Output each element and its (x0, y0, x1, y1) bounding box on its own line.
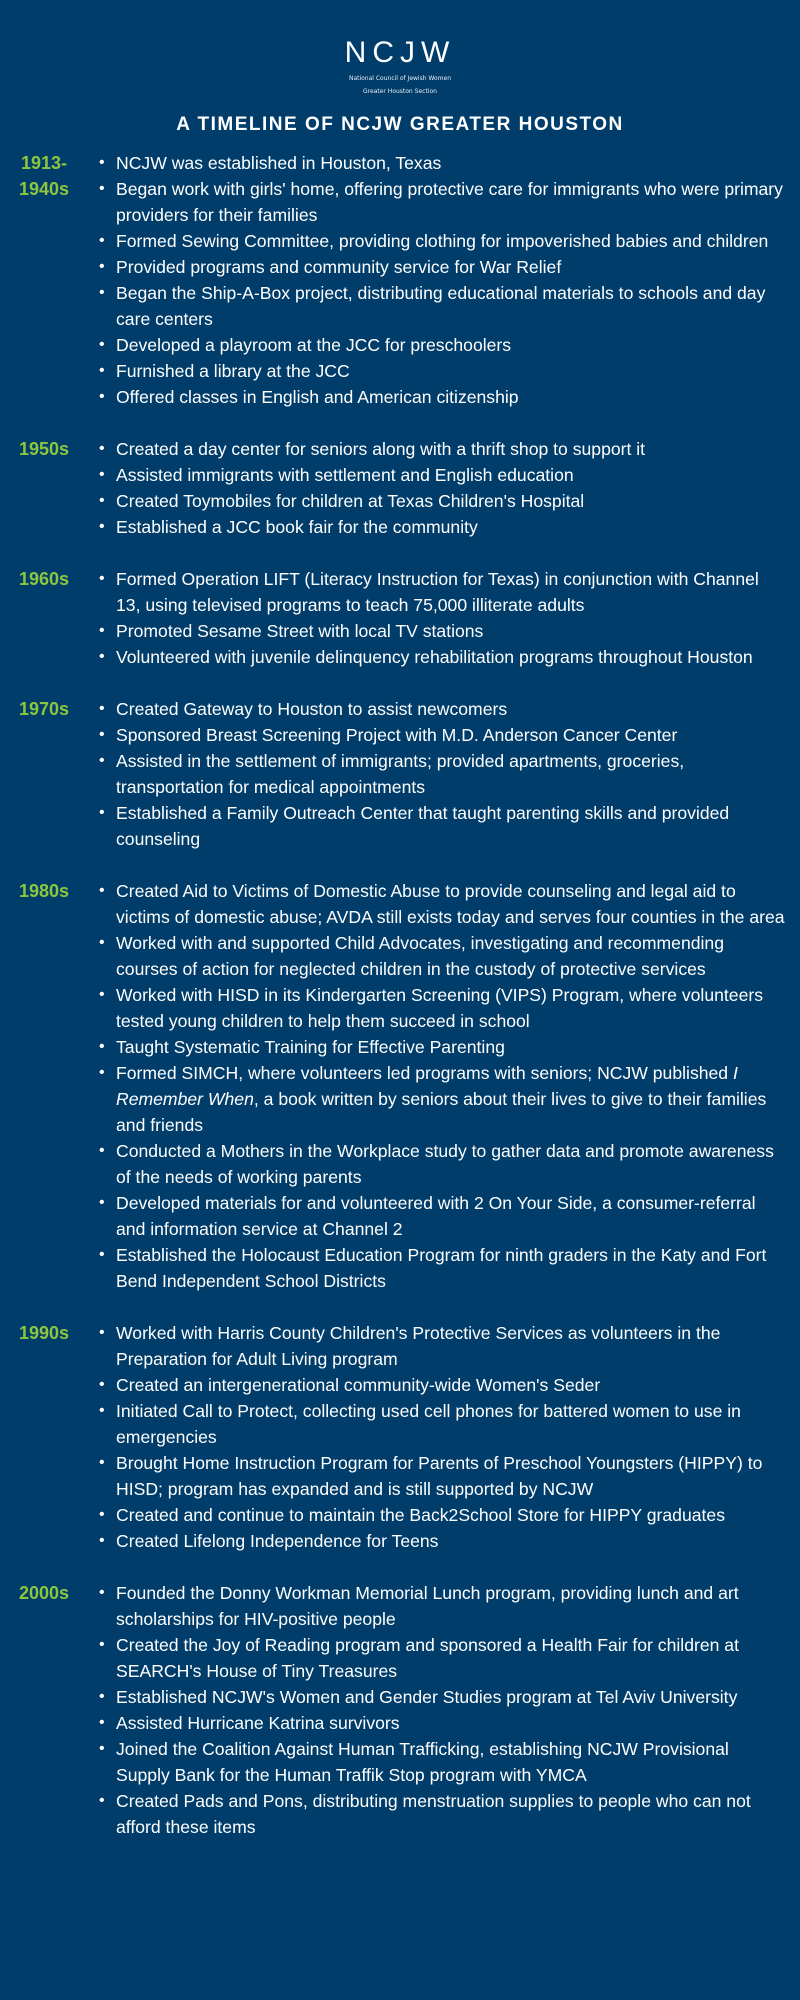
era-label-line: 1970s (18, 699, 70, 719)
timeline-item: • Created Pads and Pons, distributing menstruation supplies to people who can not afford these items (88, 1788, 786, 1840)
page-title: A TIMELINE OF NCJW GREATER HOUSTON (176, 114, 624, 135)
timeline-item: • Assisted in the settlement of immigrants; provided apartments, groceries, transportation for medical appointments (88, 748, 786, 800)
timeline-item: • Founded the Donny Workman Memorial Lunch program, providing lunch and art scholarships for HIV-positive people (88, 1580, 786, 1632)
timeline-era (0, 566, 800, 670)
ncjw-logo (0, 36, 800, 96)
era-label-line: 1980s (18, 881, 70, 901)
era-label-line: 1950s (18, 439, 70, 459)
timeline-item: • Established a JCC book fair for the community (88, 514, 786, 540)
era-label-line: 2000s (18, 1583, 70, 1603)
era-label (0, 878, 88, 904)
timeline-era (0, 150, 800, 410)
timeline-item: • Taught Systematic Training for Effective Parenting (88, 1034, 786, 1060)
timeline-item: • Worked with and supported Child Advocates, investigating and recommending courses of action for neglected children in the custody of protective services (88, 930, 786, 982)
item-text: Formed SIMCH, where volunteers led programs with seniors; NCJW published (116, 1063, 733, 1083)
timeline-era (0, 436, 800, 540)
timeline-item: • Worked with HISD in its Kindergarten Screening (VIPS) Program, where volunteers tested young children to help them succeed in school (88, 982, 786, 1034)
era-items (88, 436, 800, 540)
era-items (88, 878, 800, 1294)
era-label (0, 436, 88, 462)
timeline-item: • Formed Operation LIFT (Literacy Instruction for Texas) in conjunction with Channel 13, using televised programs to teach 75,000 illiterate adults (88, 566, 786, 618)
timeline-item: • Offered classes in English and American citizenship (88, 384, 786, 410)
timeline-item: • Created a day center for seniors along with a thrift shop to support it (88, 436, 786, 462)
era-label (0, 566, 88, 592)
timeline-item: • Established a Family Outreach Center that taught parenting skills and provided counseling (88, 800, 786, 852)
era-items (88, 150, 800, 410)
timeline-item: • Formed Sewing Committee, providing clothing for impoverished babies and children (88, 228, 786, 254)
era-label-line: 1913- (20, 153, 68, 173)
logo-subtitle-line-2: Greater Houston Section (363, 88, 437, 95)
era-label-line: 1940s (18, 179, 70, 199)
timeline-item: • Worked with Harris County Children's Protective Services as volunteers in the Preparation for Adult Living program (88, 1320, 786, 1372)
timeline-item: • NCJW was established in Houston, Texas (88, 150, 786, 176)
era-items (88, 696, 800, 852)
timeline-item: • Created Lifelong Independence for Teens (88, 1528, 786, 1554)
timeline (0, 150, 800, 1866)
timeline-item: • Established the Holocaust Education Program for ninth graders in the Katy and Fort Bend Independent School Districts (88, 1242, 786, 1294)
era-items (88, 1320, 800, 1554)
timeline-item: • Provided programs and community service for War Relief (88, 254, 786, 280)
timeline-item: • Initiated Call to Protect, collecting used cell phones for battered women to use in emergencies (88, 1398, 786, 1450)
timeline-item: • Created Toymobiles for children at Texas Children's Hospital (88, 488, 786, 514)
timeline-item: • Volunteered with juvenile delinquency rehabilitation programs throughout Houston (88, 644, 786, 670)
timeline-era (0, 878, 800, 1294)
timeline-item: • Began work with girls' home, offering protective care for immigrants who were primary providers for their families (88, 176, 786, 228)
timeline-item: • Created Gateway to Houston to assist newcomers (88, 696, 786, 722)
item-text: , a book written by seniors about their lives to give to their families and friends (116, 1089, 767, 1135)
timeline-item: • Created an intergenerational community-wide Women's Seder (88, 1372, 786, 1398)
timeline-item: • Sponsored Breast Screening Project with M.D. Anderson Cancer Center (88, 722, 786, 748)
logo-mark: NCJW (344, 36, 456, 69)
timeline-item: • Created and continue to maintain the Back2School Store for HIPPY graduates (88, 1502, 786, 1528)
book-title: I Remember When (116, 1063, 738, 1109)
timeline-item: • Created Aid to Victims of Domestic Abuse to provide counseling and legal aid to victims of domestic abuse; AVDA still exists today and serves four counties in the area (88, 878, 786, 930)
era-label (0, 1580, 88, 1606)
era-label (0, 150, 88, 202)
timeline-item: • Established NCJW's Women and Gender Studies program at Tel Aviv University (88, 1684, 786, 1710)
timeline-item: • Assisted Hurricane Katrina survivors (88, 1710, 786, 1736)
era-items (88, 566, 800, 670)
timeline-item (88, 1060, 786, 1138)
timeline-item: • Developed materials for and volunteered with 2 On Your Side, a consumer-referral and information service at Channel 2 (88, 1190, 786, 1242)
logo-subtitle-line-1: National Council of Jewish Women (348, 75, 452, 82)
era-label (0, 696, 88, 722)
era-label (0, 1320, 88, 1346)
timeline-item: • Began the Ship-A-Box project, distributing educational materials to schools and day care centers (88, 280, 786, 332)
timeline-era (0, 1320, 800, 1554)
timeline-item: • Conducted a Mothers in the Workplace study to gather data and promote awareness of the needs of working parents (88, 1138, 786, 1190)
era-items (88, 1580, 800, 1840)
timeline-item: • Brought Home Instruction Program for Parents of Preschool Youngsters (HIPPY) to HISD; program has expanded and is still supported by NCJW (88, 1450, 786, 1502)
timeline-item: • Created the Joy of Reading program and sponsored a Health Fair for children at SEARCH's House of Tiny Treasures (88, 1632, 786, 1684)
timeline-item: • Developed a playroom at the JCC for preschoolers (88, 332, 786, 358)
timeline-era (0, 696, 800, 852)
era-label-line: 1990s (18, 1323, 70, 1343)
timeline-item: • Promoted Sesame Street with local TV stations (88, 618, 786, 644)
timeline-item: • Joined the Coalition Against Human Trafficking, establishing NCJW Provisional Supply Bank for the Human Traffik Stop program with YMCA (88, 1736, 786, 1788)
timeline-item: • Assisted immigrants with settlement and English education (88, 462, 786, 488)
timeline-item: • Furnished a library at the JCC (88, 358, 786, 384)
timeline-era (0, 1580, 800, 1840)
era-label-line: 1960s (18, 569, 70, 589)
